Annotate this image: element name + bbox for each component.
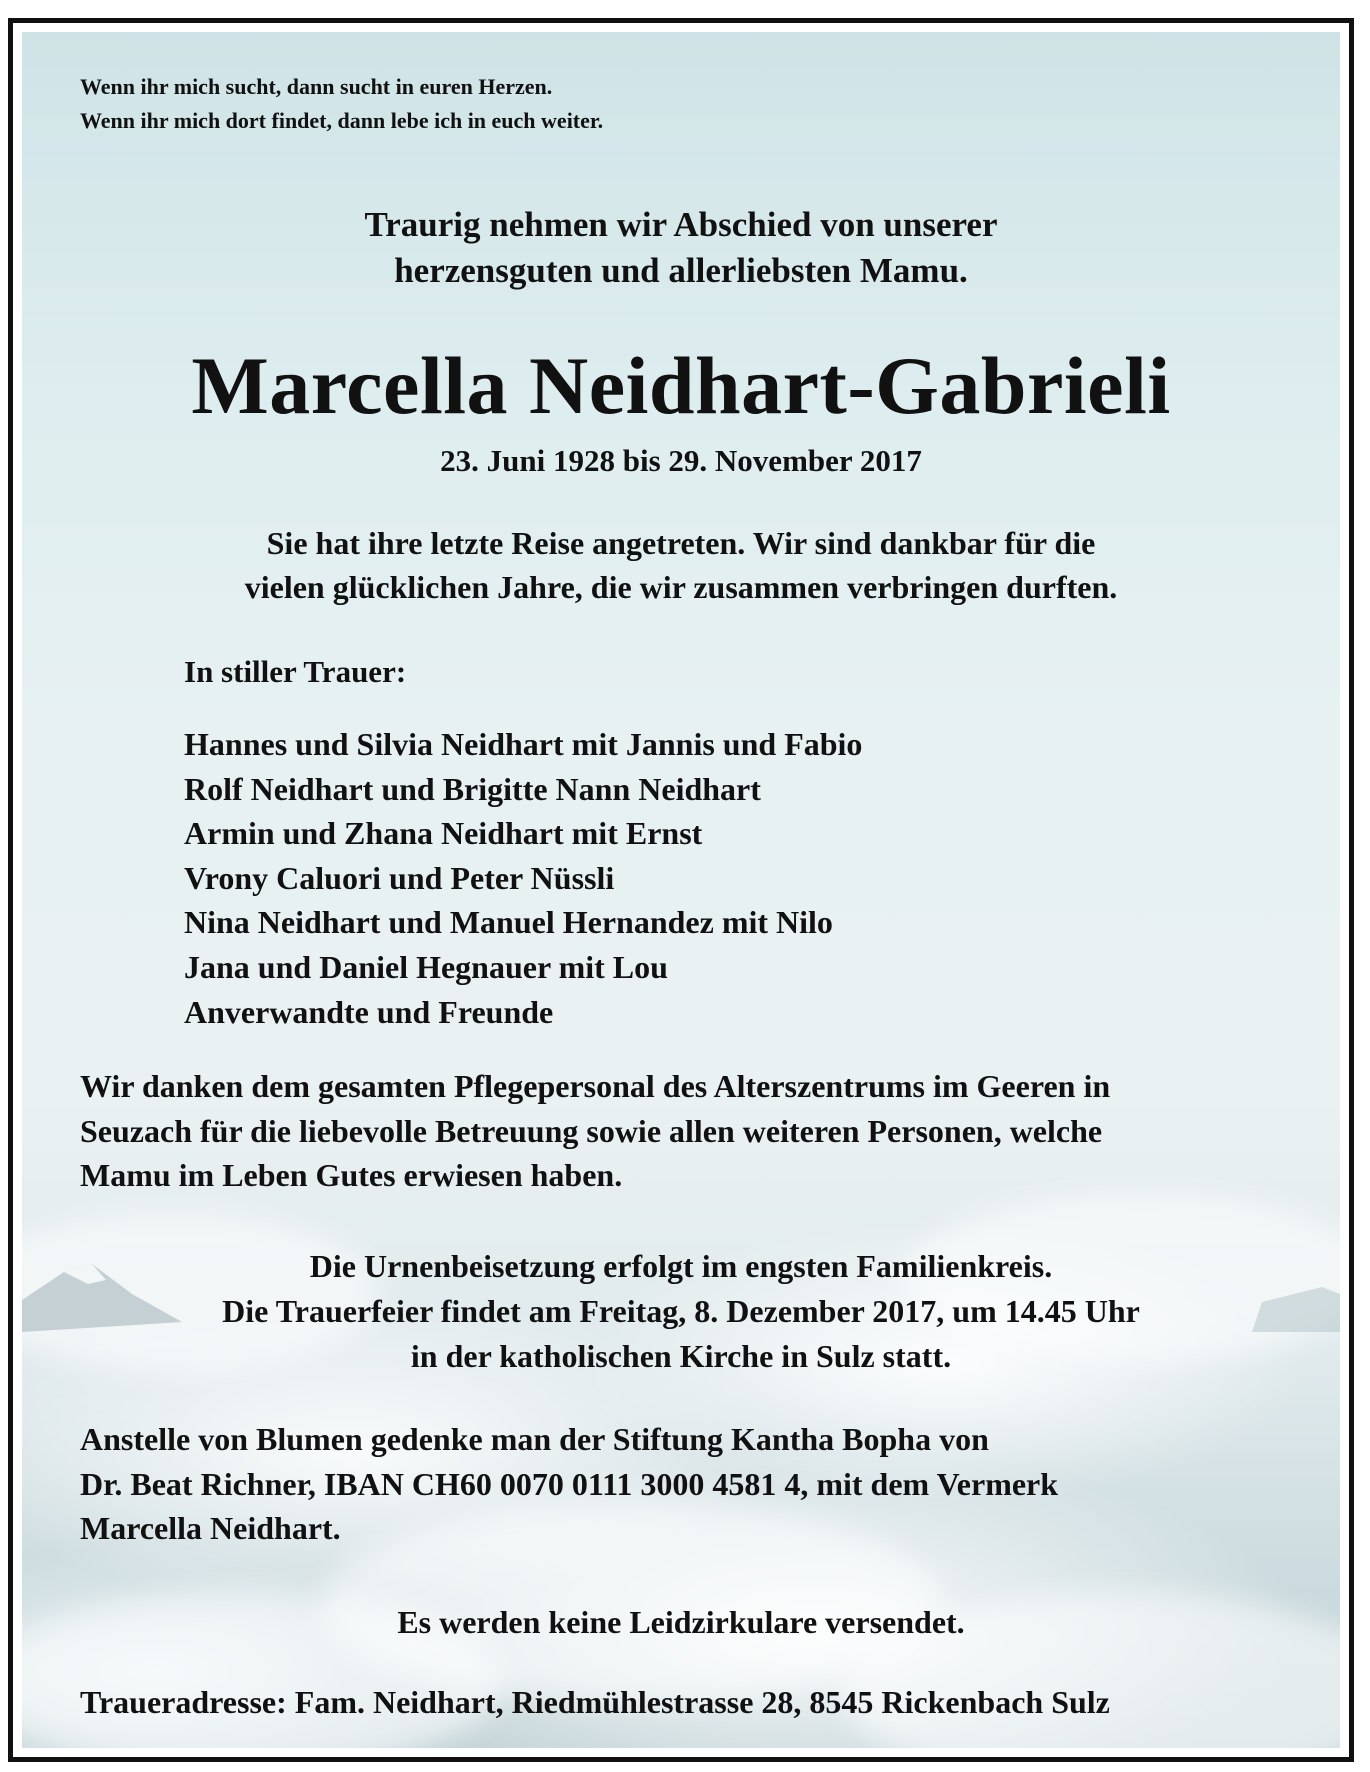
burial-line: Die Urnenbeisetzung erfolgt im engsten Familienkreis. (309, 1248, 1053, 1284)
thanks-line: Seuzach für die liebevolle Betreuung sowie allen weiteren Personen, welche (80, 1112, 1103, 1149)
mourning-label: In stiller Trauer: (184, 654, 407, 689)
motto-verse (80, 70, 603, 138)
obituary-card (22, 32, 1340, 1748)
journey-text (22, 521, 1340, 609)
intro-line: herzensguten und allerliebsten Mamu. (394, 251, 968, 290)
mourner-entry: Jana und Daniel Hegnauer mit Lou (184, 948, 668, 985)
farewell-intro (22, 202, 1340, 294)
deceased-name: Marcella Neidhart-Gabrieli (191, 340, 1171, 431)
burial-line: in der katholischen Kirche in Sulz statt. (410, 1338, 952, 1374)
thanks-line: Mamu im Leben Gutes erwiesen haben. (80, 1157, 623, 1194)
burial-line: Die Trauerfeier findet am Freitag, 8. Dezember 2017, um 14.45 Uhr (222, 1293, 1140, 1329)
mourner-entry: Vrony Caluori und Peter Nüssli (184, 859, 615, 896)
mourner-entry: Hannes und Silvia Neidhart mit Jannis und Fabio (184, 726, 863, 762)
donation-line: Anstelle von Blumen gedenke man der Stiftung Kantha Bopha von (80, 1421, 989, 1457)
life-dates: 23. Juni 1928 bis 29. November 2017 (440, 443, 922, 478)
donation-paragraph (80, 1417, 1320, 1551)
donation-line: Dr. Beat Richner, IBAN CH60 0070 0111 3000 4581 4, mit dem Vermerk (80, 1465, 1059, 1502)
journey-line: Sie hat ihre letzte Reise angetreten. Wir sind dankbar für die (266, 525, 1096, 561)
motto-line: Wenn ihr mich sucht, dann sucht in euren Herzen. (80, 74, 553, 99)
mourner-entry: Rolf Neidhart und Brigitte Nann Neidhart (184, 770, 761, 807)
donation-line: Marcella Neidhart. (80, 1510, 341, 1547)
burial-info (22, 1244, 1340, 1379)
mourning-address: Traueradresse: Fam. Neidhart, Riedmühlestrasse 28, 8545 Rickenbach Sulz (80, 1684, 1110, 1720)
thanks-line: Wir danken dem gesamten Pflegepersonal des Alterszentrums im Geeren in (80, 1068, 1111, 1104)
mourner-entry: Anverwandte und Freunde (184, 993, 554, 1030)
thanks-paragraph (80, 1064, 1320, 1198)
motto-line: Wenn ihr mich dort findet, dann lebe ich in euch weiter. (80, 108, 604, 133)
no-circulars-note: Es werden keine Leidzirkulare versendet. (397, 1604, 965, 1640)
mourner-entry: Nina Neidhart und Manuel Hernandez mit Nilo (184, 904, 833, 941)
intro-line: Traurig nehmen wir Abschied von unserer (364, 205, 998, 244)
journey-line: vielen glücklichen Jahre, die wir zusammen verbringen durften. (244, 569, 1118, 605)
mourner-entry: Armin und Zhana Neidhart mit Ernst (184, 815, 703, 852)
mourners-list (184, 722, 862, 1034)
